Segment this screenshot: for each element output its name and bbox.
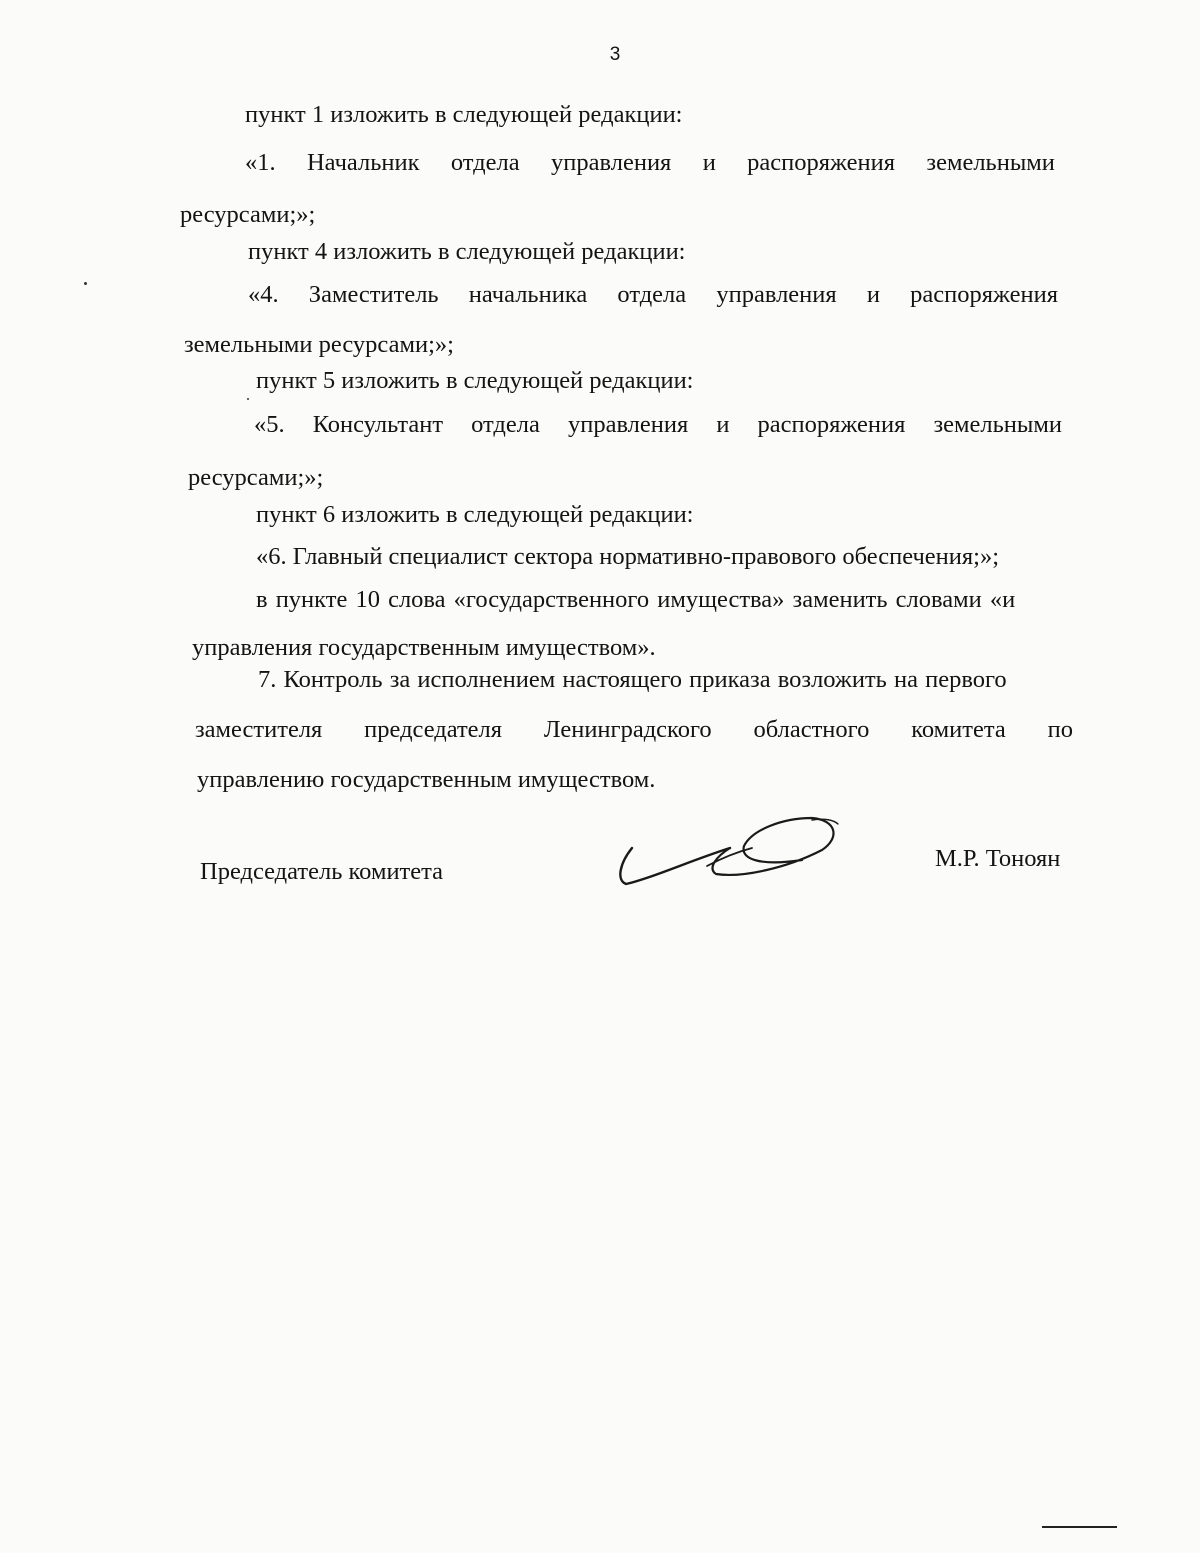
item7-line1-text: 7. Контроль за исполнением настоящего приказа возложить на первого (258, 666, 1007, 693)
word: отдела (450, 149, 520, 176)
word: комитета (911, 716, 1006, 743)
word: «1. (245, 149, 276, 176)
item7-line2 (195, 715, 1073, 745)
p4-text-line1 (248, 280, 1058, 310)
word: земельными (926, 149, 1055, 176)
word: Начальник (306, 149, 420, 176)
word: земельными (933, 411, 1062, 438)
word: распоряжения (910, 281, 1058, 308)
word: «4. (248, 281, 279, 308)
p5-text-line2: ресурсами;»; (188, 464, 324, 491)
word: управления (567, 411, 689, 438)
scan-speck (247, 398, 249, 400)
word: и (716, 411, 730, 438)
item7-line3: управлению государственным имуществом. (197, 766, 656, 793)
p1-text-line1 (245, 148, 1055, 178)
p4-intro: пункт 4 изложить в следующей редакции: (248, 238, 686, 265)
word: областного (753, 716, 870, 743)
p10-line2: управления государственным имуществом». (192, 634, 656, 661)
word: управления (551, 149, 672, 176)
word: «5. (254, 411, 285, 438)
word: Заместитель (308, 281, 439, 308)
word: председателя (364, 716, 503, 743)
p6-text: «6. Главный специалист сектора нормативно-правового обеспечения;»; (256, 543, 1000, 570)
p10-line1: в пункте 10 слова «государственного имущества» заменить словами «и (256, 586, 1016, 613)
word: заместителя (195, 716, 323, 743)
p1-text-line2: ресурсами;»; (180, 201, 316, 228)
p5-text-line1 (254, 410, 1062, 440)
handwritten-signature (612, 808, 847, 898)
signatory-name: М.Р. Тоноян (935, 845, 1061, 872)
signatory-position: Председатель комитета (200, 858, 444, 885)
word: Консультант (312, 411, 444, 438)
word: отдела (471, 411, 540, 438)
scan-speck (84, 282, 87, 285)
word: отдела (617, 281, 687, 308)
page-number: 3 (609, 44, 621, 65)
word: распоряжения (747, 149, 896, 176)
p1-intro: пункт 1 изложить в следующей редакции: (245, 101, 683, 128)
p4-text-line2: земельными ресурсами;»; (184, 331, 454, 358)
p5-intro: пункт 5 изложить в следующей редакции: (256, 367, 694, 394)
item7-line1 (258, 665, 1007, 695)
word: и (702, 149, 716, 176)
word: по (1047, 716, 1073, 743)
p6-intro: пункт 6 изложить в следующей редакции: (256, 501, 694, 528)
word: распоряжения (757, 411, 906, 438)
word: управления (716, 281, 837, 308)
word: и (866, 281, 880, 308)
word: Ленинградского (543, 716, 712, 743)
scan-rule (1042, 1526, 1117, 1528)
word: начальника (468, 281, 588, 308)
